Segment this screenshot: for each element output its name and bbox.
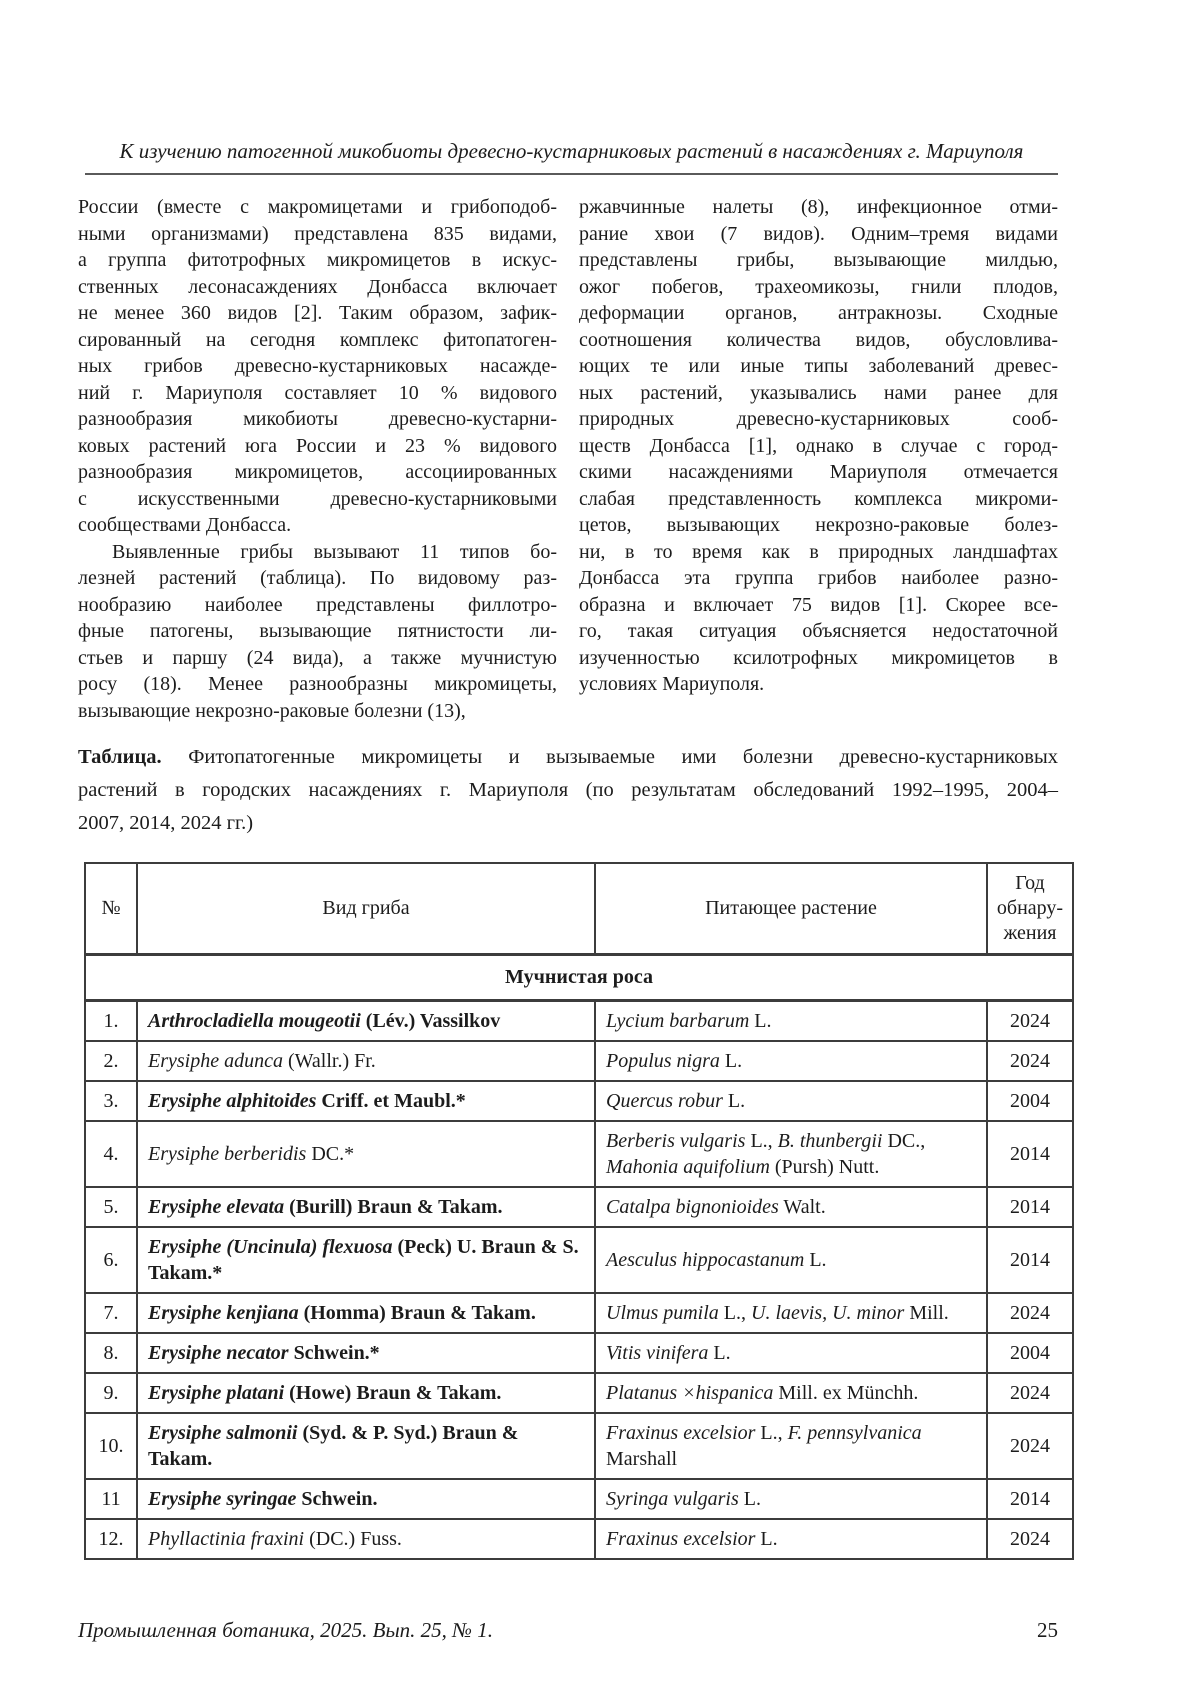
- host-plant-cell: [595, 1333, 987, 1373]
- text-line: росу (18). Менее разнообразны микромицеты,: [78, 673, 557, 695]
- fungus-name-segment: Criff. et Maubl.*: [316, 1090, 466, 1112]
- text-line: разнообразия микобиоты древесно-кустарни-: [78, 408, 557, 430]
- plant-name-segment: Syringa vulgaris: [606, 1488, 739, 1510]
- plant-name-segment: U. laevis, U. minor: [751, 1302, 905, 1324]
- fungus-name-segment: (Homma) Braun & Takam.: [298, 1302, 536, 1324]
- plant-name-segment: Lycium barbarum: [606, 1010, 750, 1032]
- caption-line: [78, 807, 1058, 840]
- table-row: [85, 1227, 1073, 1293]
- plant-name-segment: L.: [722, 1090, 746, 1112]
- text-line: деформации органов, антракнозы. Сходные: [579, 302, 1058, 324]
- row-number-cell: 12.: [85, 1519, 137, 1559]
- fungus-name-segment: Erysiphe adunca: [148, 1050, 283, 1072]
- year-cell: 2014: [987, 1187, 1073, 1227]
- table-header-row: [85, 863, 1073, 955]
- caption-segment: 2007, 2014, 2024 гг.): [78, 812, 254, 834]
- text-line: ющих те или иные типы заболеваний древес-: [579, 355, 1058, 377]
- plant-name-segment: Fraxinus excelsior: [606, 1422, 756, 1444]
- row-number-cell: 7.: [85, 1293, 137, 1333]
- table-body: [85, 955, 1073, 1560]
- host-plant-cell: [595, 1187, 987, 1227]
- text-column-left: [78, 194, 557, 724]
- text-line: с искусственными древесно-кустарниковыми: [78, 487, 557, 510]
- column-header: №: [85, 863, 137, 955]
- plant-name-segment: Catalpa bignonioides: [606, 1196, 779, 1218]
- plant-name-segment: Ulmus pumila: [606, 1302, 719, 1324]
- column-header: Вид гриба: [137, 863, 595, 955]
- fungus-species-cell: [137, 1081, 595, 1121]
- text-line: Донбасса эта группа грибов наиболее разно-: [579, 567, 1058, 589]
- row-number-cell: 8.: [85, 1333, 137, 1373]
- page-footer: [78, 1618, 1058, 1643]
- plant-name-segment: L.,: [755, 1422, 788, 1444]
- text-line: а группа фитотрофных микромицетов в искус-: [78, 249, 557, 271]
- text-line: ржавчинные налеты (8), инфекционное отми-: [579, 196, 1058, 218]
- fungus-name-segment: Erysiphe salmonii: [148, 1422, 298, 1444]
- plant-name-segment: L.: [708, 1342, 731, 1364]
- year-cell: 2024: [987, 1001, 1073, 1042]
- text-line: ными организмами) представлена 835 видами,: [78, 222, 557, 245]
- text-line: цетов, вызывающих некрозно-раковые болез-: [579, 514, 1058, 536]
- caption-line: [78, 774, 1058, 807]
- plant-name-segment: Berberis vulgaris: [606, 1130, 746, 1152]
- fungus-name-segment: Phyllactinia fraxini: [148, 1528, 305, 1550]
- host-plant-cell: [595, 1413, 987, 1479]
- plant-name-segment: L.,: [745, 1130, 778, 1152]
- text-line: го, такая ситуация объясняется недостаточной: [579, 620, 1058, 642]
- fungus-species-cell: [137, 1293, 595, 1333]
- text-line: ных грибов древесно-кустарниковых насажде-: [78, 355, 557, 377]
- table-caption: [78, 741, 1058, 840]
- row-number-cell: 6.: [85, 1227, 137, 1293]
- text-line: природных древесно-кустарниковых сооб-: [579, 408, 1058, 430]
- host-plant-cell: [595, 1519, 987, 1559]
- fungus-name-segment: Erysiphe alphitoides: [148, 1090, 317, 1112]
- text-line: нообразию наиболее представлены филлотро-: [78, 593, 557, 616]
- caption-line: [78, 741, 1058, 774]
- journal-reference: Промышленная ботаника, 2025. Вып. 25, № 1.: [78, 1618, 493, 1642]
- text-line: ных растений, указывались нами ранее для: [579, 381, 1058, 404]
- plant-name-segment: B. thunbergii: [777, 1130, 883, 1152]
- fungus-name-segment: (DC.) Fuss.: [304, 1528, 402, 1550]
- plant-name-segment: L.: [738, 1488, 761, 1510]
- fungus-name-segment: Erysiphe necator: [148, 1342, 289, 1364]
- year-cell: 2024: [987, 1293, 1073, 1333]
- year-cell: 2024: [987, 1413, 1073, 1479]
- text-line: условиях Мариуполя.: [579, 673, 765, 695]
- text-line: не менее 360 видов [2]. Таким образом, зафик-: [78, 302, 557, 324]
- plant-name-segment: L.: [804, 1249, 827, 1271]
- table-header: [85, 863, 1073, 955]
- text-line: сообществами Донбасса.: [78, 514, 292, 536]
- text-line: ни, в то время как в природных ландшафтах: [579, 540, 1058, 563]
- text-column-right: [579, 194, 1058, 724]
- host-plant-cell: [595, 1081, 987, 1121]
- fungus-name-segment: Schwein.: [296, 1488, 378, 1510]
- fungus-name-segment: (Syd. & P. Syd.) Braun & Takam.: [148, 1422, 519, 1470]
- row-number-cell: 10.: [85, 1413, 137, 1479]
- host-plant-cell: [595, 1001, 987, 1042]
- text-line: фные патогены, вызывающие пятнистости ли-: [78, 620, 557, 642]
- plant-name-segment: Mahonia aquifolium: [606, 1156, 770, 1178]
- text-line: России (вместе с макромицетами и грибоподоб-: [78, 196, 557, 218]
- plant-name-segment: Mill. ex Münchh.: [773, 1382, 919, 1404]
- plant-name-segment: L.: [749, 1010, 772, 1032]
- text-line: скими насаждениями Мариуполя отмечается: [579, 461, 1058, 483]
- host-plant-cell: [595, 1293, 987, 1333]
- phytopathogens-table: [84, 862, 1074, 1560]
- plant-name-segment: Marshall: [606, 1448, 678, 1470]
- table-row: [85, 1187, 1073, 1227]
- plant-name-segment: L.: [719, 1050, 743, 1072]
- fungus-species-cell: [137, 1479, 595, 1519]
- year-cell: 2004: [987, 1333, 1073, 1373]
- text-line: Выявленные грибы вызывают 11 типов бо-: [112, 540, 557, 563]
- year-cell: 2014: [987, 1479, 1073, 1519]
- table-row: [85, 1121, 1073, 1187]
- table-row: [85, 1519, 1073, 1559]
- row-number-cell: 11: [85, 1479, 137, 1519]
- plant-name-segment: F. pennsylvanica: [787, 1422, 922, 1444]
- table-section-row: [85, 955, 1073, 1001]
- row-number-cell: 9.: [85, 1373, 137, 1413]
- fungus-species-cell: [137, 1001, 595, 1042]
- fungus-name-segment: Erysiphe kenjiana: [148, 1302, 299, 1324]
- fungus-name-segment: DC.*: [306, 1143, 355, 1165]
- row-number-cell: 3.: [85, 1081, 137, 1121]
- text-line: лезней растений (таблица). По видовому раз-: [78, 567, 557, 589]
- plant-name-segment: Fraxinus excelsior: [606, 1528, 756, 1550]
- row-number-cell: 5.: [85, 1187, 137, 1227]
- fungus-name-segment: Erysiphe syringae: [148, 1488, 297, 1510]
- table-row: [85, 1001, 1073, 1042]
- article-body: [78, 194, 1058, 724]
- text-line: ний г. Мариуполя составляет 10 % видового: [78, 381, 557, 404]
- fungus-species-cell: [137, 1519, 595, 1559]
- text-line: изученностью ксилотрофных микромицетов в: [579, 646, 1058, 669]
- fungus-name-segment: Schwein.*: [288, 1342, 380, 1364]
- text-line: рание хвои (7 видов). Одним–тремя видами: [579, 222, 1058, 245]
- column-header: Год обнару- жения: [987, 863, 1073, 955]
- year-cell: 2014: [987, 1227, 1073, 1293]
- page-number: 25: [1037, 1618, 1058, 1642]
- plant-name-segment: DC.,: [882, 1130, 926, 1152]
- caption-segment: Таблица.: [78, 746, 162, 768]
- table-row: [85, 1333, 1073, 1373]
- row-number-cell: 1.: [85, 1001, 137, 1042]
- text-line: разнообразия микромицетов, ассоциированных: [78, 461, 557, 483]
- fungus-species-cell: [137, 1227, 595, 1293]
- text-line: сированный на сегодня комплекс фитопатоген-: [78, 328, 557, 351]
- fungus-name-segment: (Lév.) Vassilkov: [360, 1010, 501, 1032]
- table-row: [85, 1373, 1073, 1413]
- fungus-species-cell: [137, 1041, 595, 1081]
- table-row: [85, 1081, 1073, 1121]
- row-number-cell: 2.: [85, 1041, 137, 1081]
- text-line: ществ Донбасса [1], однако в случае с город-: [579, 434, 1058, 457]
- plant-name-segment: (Pursh) Nutt.: [769, 1156, 880, 1178]
- year-cell: 2024: [987, 1041, 1073, 1081]
- fungus-name-segment: Erysiphe platani: [148, 1382, 285, 1404]
- host-plant-cell: [595, 1121, 987, 1187]
- plant-name-segment: Walt.: [778, 1196, 826, 1218]
- fungus-name-segment: Erysiphe berberidis: [148, 1143, 307, 1165]
- text-line: представлены грибы, вызывающие милдью,: [579, 249, 1058, 271]
- text-line: соотношения количества видов, обусловлива-: [579, 328, 1058, 351]
- text-line: образна и включает 75 видов [1]. Скорее все-: [579, 593, 1058, 616]
- fungus-species-cell: [137, 1373, 595, 1413]
- plant-name-segment: Quercus robur: [606, 1090, 723, 1112]
- host-plant-cell: [595, 1041, 987, 1081]
- plant-name-segment: Mill.: [904, 1302, 949, 1324]
- table-row: [85, 1479, 1073, 1519]
- host-plant-cell: [595, 1373, 987, 1413]
- plant-name-segment: Vitis vinifera: [606, 1342, 709, 1364]
- fungus-species-cell: [137, 1333, 595, 1373]
- fungus-species-cell: [137, 1413, 595, 1479]
- table-row: [85, 1293, 1073, 1333]
- row-number-cell: 4.: [85, 1121, 137, 1187]
- text-line: ожог побегов, трахеомикозы, гнили плодов,: [579, 275, 1058, 298]
- fungus-name-segment: Erysiphe (Uncinula) flexuosa: [148, 1236, 393, 1258]
- plant-name-segment: L.: [755, 1528, 778, 1550]
- text-line: слабая представленность комплекса микроми-: [579, 487, 1058, 510]
- table-row: [85, 1413, 1073, 1479]
- fungus-name-segment: Arthrocladiella mougeotii: [148, 1010, 361, 1032]
- fungus-species-cell: [137, 1187, 595, 1227]
- plant-name-segment: Platanus ×hispanica: [606, 1382, 774, 1404]
- running-head: К изучению патогенной микобиоты древесно-кустарниковых растений в насаждениях г. Мариуполя: [85, 139, 1058, 175]
- caption-segment: растений в городских насаждениях г. Мариуполя (по результатам обследований 1992–1995, 2004–: [78, 779, 1058, 801]
- host-plant-cell: [595, 1227, 987, 1293]
- table-row: [85, 1041, 1073, 1081]
- text-line: ковых растений юга России и 23 % видового: [78, 434, 557, 457]
- fungus-name-segment: (Wallr.) Fr.: [282, 1050, 376, 1072]
- fungus-name-segment: (Peck) U. Braun & S. Takam.*: [148, 1236, 579, 1284]
- plant-name-segment: Aesculus hippocastanum: [606, 1249, 805, 1271]
- fungus-species-cell: [137, 1121, 595, 1187]
- plant-name-segment: L.,: [718, 1302, 752, 1324]
- year-cell: 2024: [987, 1373, 1073, 1413]
- host-plant-cell: [595, 1479, 987, 1519]
- year-cell: 2014: [987, 1121, 1073, 1187]
- plant-name-segment: Populus nigra: [606, 1050, 720, 1072]
- fungus-name-segment: (Howe) Braun & Takam.: [284, 1382, 502, 1404]
- fungus-name-segment: Erysiphe elevata: [148, 1196, 285, 1218]
- fungus-name-segment: (Burill) Braun & Takam.: [284, 1196, 503, 1218]
- year-cell: 2024: [987, 1519, 1073, 1559]
- text-line: вызывающие некрозно-раковые болезни (13),: [78, 699, 466, 722]
- section-header-cell: Мучнистая роса: [85, 955, 1073, 1001]
- year-cell: 2004: [987, 1081, 1073, 1121]
- caption-segment: Фитопатогенные микромицеты и вызываемые ими болезни древесно-кустарниковых: [161, 746, 1058, 768]
- column-header: Питающее растение: [595, 863, 987, 955]
- text-line: ственных лесонасаждениях Донбасса включает: [78, 275, 557, 298]
- text-line: стьев и паршу (24 вида), а также мучнистую: [78, 646, 557, 669]
